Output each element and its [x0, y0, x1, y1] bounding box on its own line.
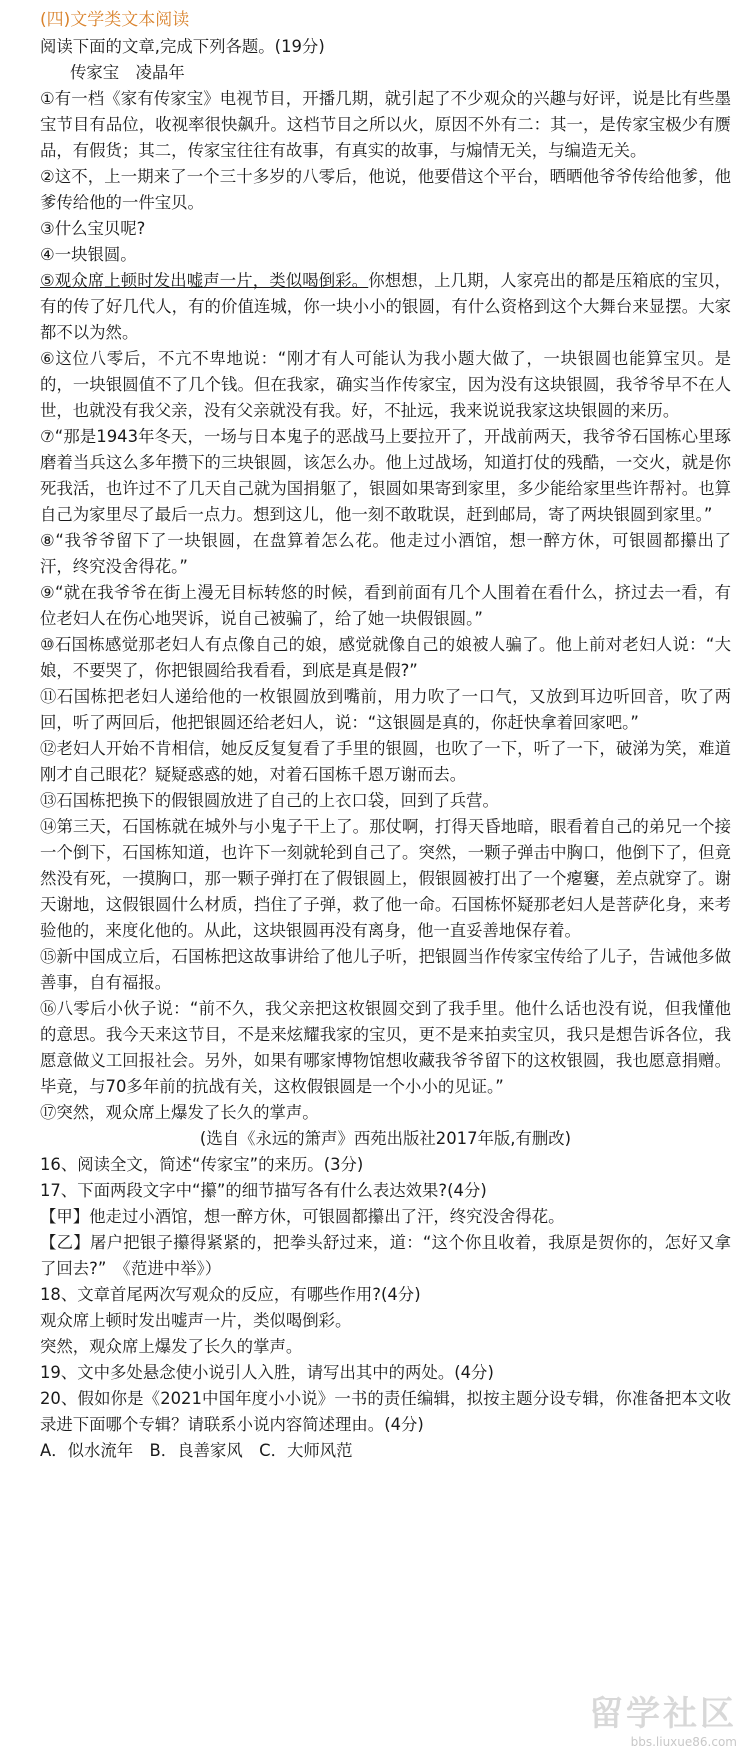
- question-19: 19、文中多处悬念使小说引人入胜，请写出其中的两处。(4分): [40, 1363, 494, 1382]
- question-20-options: A．似水流年 B．良善家风 C．大师风范: [40, 1441, 353, 1460]
- paragraph-8: ⑧“我爷爷留下了一块银圆，在盘算着怎么花。他走过小酒馆，想一醉方休，可银圆都攥出了汗，终究没舍得花。”: [40, 531, 731, 576]
- paragraph-12: ⑫老妇人开始不肯相信，她反反复复看了手里的银圆，也吹了一下，听了一下，破涕为笑，难道刚才自己眼花？疑疑惑惑的她，对着石国栋千恩万谢而去。: [40, 739, 731, 784]
- question-16: 16、阅读全文，简述“传家宝”的来历。(3分): [40, 1155, 364, 1174]
- watermark-title: 留学社区: [589, 1694, 737, 1734]
- paragraph-9: ⑨“就在我爷爷在街上漫无目标转悠的时候，看到前面有几个人围着在看什么，挤过去一看，有位老妇人在伤心地哭诉，说自己被骗了，给了她一块假银圆。”: [40, 583, 731, 628]
- question-17: 17、下面两段文字中“攥”的细节描写各有什么表达效果?(4分): [40, 1181, 487, 1200]
- paragraph-11: ⑪石国栋把老妇人递给他的一枚银圆放到嘴前，用力吹了一口气，又放到耳边听回音，吹了两回，听了两回后，他把银圆还给老妇人，说：“这银圆是真的，你赶快拿着回家吧。”: [40, 687, 731, 732]
- question-list: [40, 1152, 731, 1464]
- section-heading: (四)文学类文本阅读: [40, 10, 190, 30]
- question-18-quote-b: 突然，观众席上爆发了长久的掌声。: [40, 1337, 303, 1356]
- question-18: 18、文章首尾两次写观众的反应，有哪些作用?(4分): [40, 1285, 421, 1304]
- paragraph-13: ⑬石国栋把换下的假银圆放进了自己的上衣口袋，回到了兵营。: [40, 791, 499, 810]
- paragraph-16: ⑯八零后小伙子说：“前不久，我父亲把这枚银圆交到了我手里。他什么话也没有说，但我懂他的意思。我今天来这节目，不是来炫耀我家的宝贝，更不是来拍卖宝贝，我只是想告诉各位，我愿意做义工回报社会。另外，如果有哪家博物馆想收藏我爷爷留下的这枚银圆，我也愿意捐赠。毕竟，与70多年前的抗战有关，这枚假银圆是一个小小的见证。”: [40, 999, 731, 1096]
- paragraph-2: ②这不，上一期来了一个三十多岁的八零后，他说，他要借这个平台，晒晒他爷爷传给他爹，他爹传给他的一件宝贝。: [40, 167, 731, 212]
- paragraph-17: ⑰突然，观众席上爆发了长久的掌声。: [40, 1103, 319, 1122]
- question-18-quote-a: 观众席上顿时发出嘘声一片，类似喝倒彩。: [40, 1311, 352, 1330]
- paragraph-7: ⑦“那是1943年冬天，一场与日本鬼子的恶战马上要拉开了，开战前两天，我爷爷石国栋心里琢磨着当兵这么多年攒下的三块银圆，该怎么办。他上过战场，知道打仗的残酷，一交火，就是你死我活，也许过不了几天自己就为国捐躯了，银圆如果寄到家里，多少能给家里些许帮衬。也算自己为家里尽了最后一点力。想到这儿，他一刻不敢耽误，赶到邮局，寄了两块银圆到家里。”: [40, 427, 731, 524]
- watermark-url: bbs.liuxue86.com: [630, 1735, 737, 1749]
- paragraph-10: ⑩石国栋感觉那老妇人有点像自己的娘，感觉就像自己的娘被人骗了。他上前对老妇人说：“大娘，不要哭了，你把银圆给我看看，到底是真是假?”: [40, 635, 731, 680]
- question-17-excerpt-a: 【甲】他走过小酒馆，想一醉方休，可银圆都攥出了汗，终究没舍得花。: [40, 1207, 565, 1226]
- source-citation: (选自《永远的箫声》西苑出版社2017年版,有删改): [199, 1129, 572, 1148]
- paragraph-4: ④一块银圆。: [40, 245, 137, 264]
- paragraph-5-rest: 你想想，上几期，人家亮出的都是压箱底的宝贝，有的传了好几代人，有的价值连城，你一块小小的银圆，有什么资格到这个大舞台来显摆。大家都不以为然。: [40, 271, 731, 342]
- site-watermark: [589, 1686, 737, 1749]
- underlined-sentence: ⑤观众席上顿时发出嘘声一片，类似喝倒彩。: [40, 271, 369, 290]
- story-title: 传家宝 凌晶年: [70, 63, 185, 82]
- instruction: 阅读下面的文章,完成下列各题。(19分): [40, 37, 325, 56]
- paragraph-5: [40, 268, 731, 346]
- question-17-excerpt-b: 【乙】屠户把银子攥得紧紧的，把拳头舒过来，道：“这个你且收着，我原是贺你的，怎好又拿了回去?” 《范进中举》）: [40, 1233, 731, 1278]
- paragraph-3: ③什么宝贝呢?: [40, 219, 146, 238]
- question-20: 20、假如你是《2021中国年度小小说》一书的责任编辑，拟按主题分设专辑，你准备把本文收录进下面哪个专辑？请联系小说内容简述理由。(4分): [40, 1389, 731, 1434]
- paragraph-6: ⑥这位八零后，不亢不卑地说：“刚才有人可能认为我小题大做了，一块银圆也能算宝贝。是的，一块银圆值不了几个钱。但在我家，确实当作传家宝，因为没有这块银圆，我爷爷早不在人世，也就没有我父亲，没有父亲就没有我。好，不扯远，我来说说我家这块银圆的来历。: [40, 349, 731, 420]
- paragraph-15: ⑮新中国成立后，石国栋把这故事讲给了他儿子听，把银圆当作传家宝传给了儿子，告诫他多做善事，自有福报。: [40, 947, 731, 992]
- paragraph-1: ①有一档《家有传家宝》电视节目，开播几期，就引起了不少观众的兴趣与好评，说是比有些墨宝节目有品位，收视率很快飙升。这档节目之所以火，原因不外有二：其一，是传家宝极少有赝品，有假货；其二，传家宝往往有故事，有真实的故事，与煽情无关，与编造无关。: [40, 89, 731, 160]
- paragraph-14: ⑭第三天，石国栋就在城外与小鬼子干上了。那仗啊，打得天昏地暗，眼看着自己的弟兄一个接一个倒下，石国栋知道，也许下一刻就轮到自己了。突然，一颗子弹击中胸口，他倒下了，但竟然没有死，一摸胸口，那一颗子弹打在了假银圆上，假银圆被打出了一个瘪窶，差点就穿了。谢天谢地，这假银圆什么材质，挡住了子弹，救了他一命。石国栋怀疑那老妇人是菩萨化身，来考验他的，来度化他的。从此，这块银圆再没有离身，他一直妥善地保存着。: [40, 817, 731, 940]
